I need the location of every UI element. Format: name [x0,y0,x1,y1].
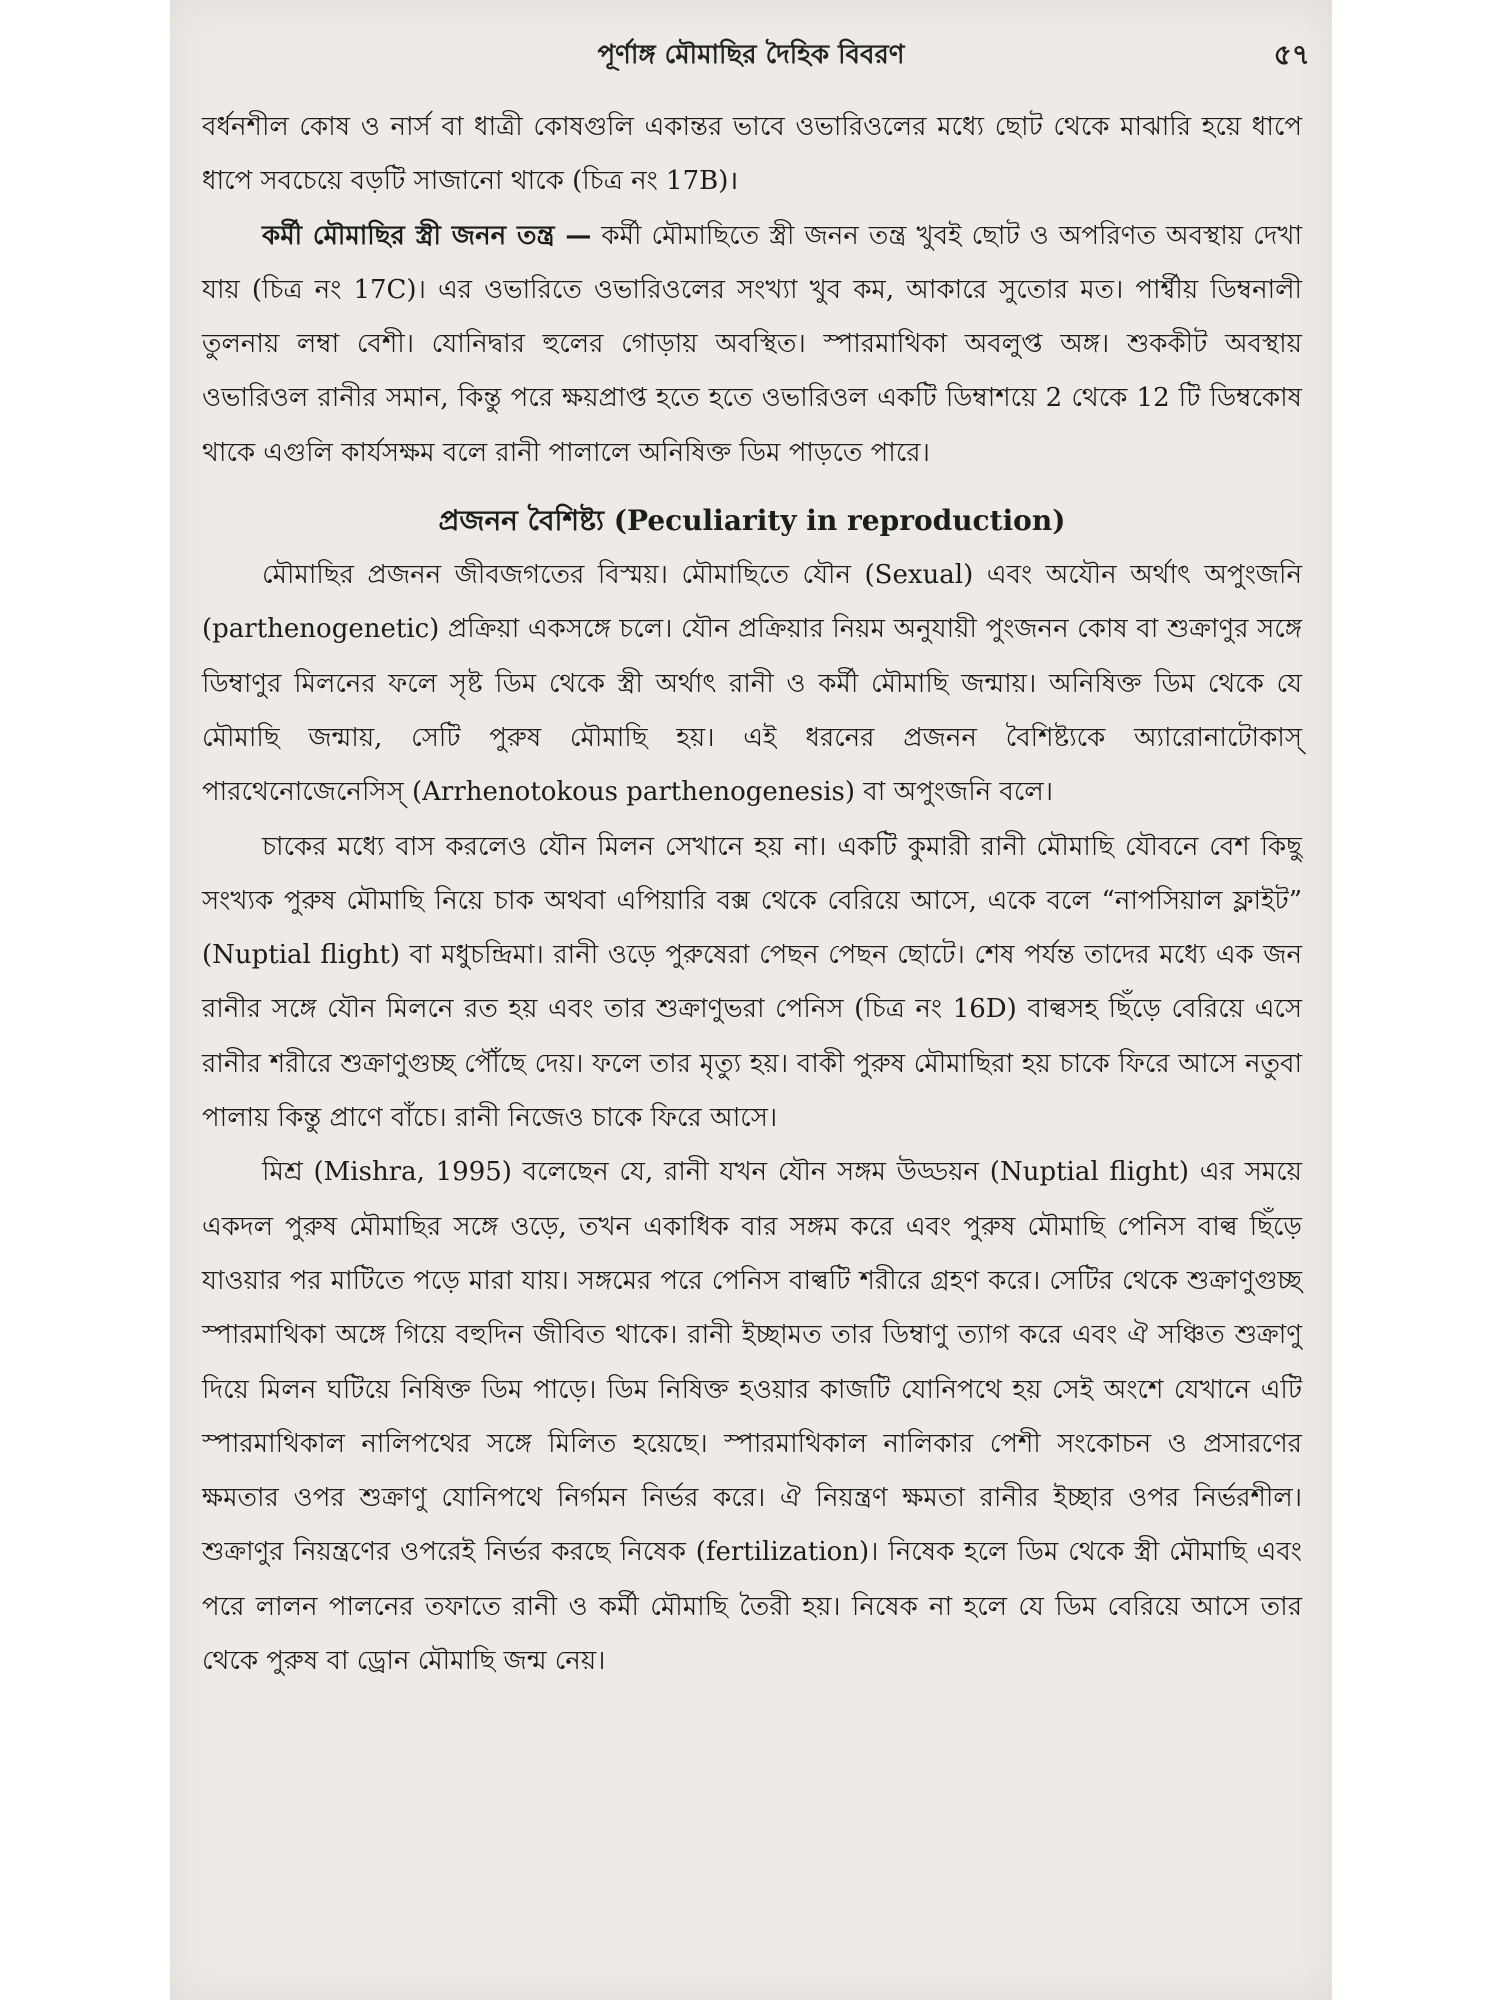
page-number: ৫৭ [1273,38,1310,71]
paragraph-text: কর্মী মৌমাছিতে স্ত্রী জনন তন্ত্র খুবই ছোট ও অপরিণত অবস্থায় দেখা যায় (চিত্র নং 17C)। এর ওভারিতে ওভারিওলের সংখ্যা খুব কম, আকারে সুতোর মত। পার্শ্বীয় ডিম্বনালী তুলনায় লম্বা বেশী। যোনিদ্বার হুলের গোড়ায় অবস্থিত। স্পারমাথিকা অবলুপ্ত অঙ্গ। শুককীট অবস্থায় ওভারিওল রানীর সমান, কিন্তু পরে ক্ষয়প্রাপ্ত হতে হতে ওভারিওল একটি ডিম্বাশয়ে 2 থেকে 12 টি ডিম্বকোষ থাকে এগুলি কার্যসক্ষম বলে রানী পালালে অনিষিক্ত ডিম পাড়তে পারে। [202,220,1302,468]
section-heading: প্রজনন বৈশিষ্ট্য (Peculiarity in reproduction) [438,504,1066,538]
paragraph-worker-reproductive-system [202,209,1302,480]
body-text [202,100,1302,1688]
paragraph-ovariole-arrangement: বর্ধনশীল কোষ ও নার্স বা ধাত্রী কোষগুলি একান্তর ভাবে ওভারিওলের মধ্যে ছোট থেকে মাঝারি হয়ে ধাপে ধাপে সবচেয়ে বড়টি সাজানো থাকে (চিত্র নং 17B)। [202,112,1302,197]
paragraph-nuptial-flight: চাকের মধ্যে বাস করলেও যৌন মিলন সেখানে হয় না। একটি কুমারী রানী মৌমাছি যৌবনে বেশ কিছু সংখ্যক পুরুষ মৌমাছি নিয়ে চাক অথবা এপিয়ারি বক্স থেকে বেরিয়ে আসে, একে বলে “নাপসিয়াল ফ্লাইট” (Nuptial flight) বা মধুচন্দ্রিমা। রানী ওড়ে পুরুষেরা পেছন পেছন ছোটে। শেষ পর্যন্ত তাদের মধ্যে এক জন রানীর সঙ্গে যৌন মিলনে রত হয় এবং তার শুক্রাণুভরা পেনিস (চিত্র নং 16D) বাল্বসহ ছিঁড়ে বেরিয়ে এসে রানীর শরীরে শুক্রাণুগুচ্ছ পৌঁছে দেয়। ফলে তার মৃত্যু হয়। বাকী পুরুষ মৌমাছিরা হয় চাকে ফিরে আসে নতুবা পালায় কিন্তু প্রাণে বাঁচে। রানী নিজেও চাকে ফিরে আসে। [202,831,1302,1134]
running-title: পূর্ণাঙ্গ মৌমাছির দৈহিক বিবরণ [597,40,905,70]
paragraph-mishra-fertilization: মিশ্র (Mishra, 1995) বলেছেন যে, রানী যখন যৌন সঙ্গম উড্ডয়ন (Nuptial flight) এর সময়ে একদল পুরুষ মৌমাছির সঙ্গে ওড়ে, তখন একাধিক বার সঙ্গম করে এবং পুরুষ মৌমাছি পেনিস বাল্ব ছিঁড়ে যাওয়ার পর মাটিতে পড়ে মারা যায়। সঙ্গমের পরে পেনিস বাল্বটি শরীরে গ্রহণ করে। সেটির থেকে শুক্রাণুগুচ্ছ স্পারমাথিকা অঙ্গে গিয়ে বহুদিন জীবিত থাকে। রানী ইচ্ছামত তার ডিম্বাণু ত্যাগ করে এবং ঐ সঞ্চিত শুক্রাণু দিয়ে মিলন ঘটিয়ে নিষিক্ত ডিম পাড়ে। ডিম নিষিক্ত হওয়ার কাজটি যোনিপথে হয় সেই অংশে যেখানে এটি স্পারমাথিকাল নালিপথের সঙ্গে মিলিত হয়েছে। স্পারমাথিকাল নালিকার পেশী সংকোচন ও প্রসারণের ক্ষমতার ওপর শুক্রাণু যোনিপথে নির্গমন নির্ভর করে। ঐ নিয়ন্ত্রণ ক্ষমতা রানীর ইচ্ছার ওপর নির্ভরশীল। শুক্রাণুর নিয়ন্ত্রণের ওপরেই নির্ভর করছে নিষেক (fertilization)। নিষেক হলে ডিম থেকে স্ত্রী মৌমাছি এবং পরে লালন পালনের তফাতে রানী ও কর্মী মৌমাছি তৈরী হয়। নিষেক না হলে যে ডিম বেরিয়ে আসে তার থেকে পুরুষ বা ড্রোন মৌমাছি জন্ম নেয়। [202,1157,1302,1677]
book-page [170,0,1332,2000]
paragraph-lead-heading: কর্মী মৌমাছির স্ত্রী জনন তন্ত্র — [262,220,592,251]
paragraph-reproduction-intro: মৌমাছির প্রজনন জীবজগতের বিস্ময়। মৌমাছিতে যৌন (Sexual) এবং অযৌন অর্থাৎ অপুংজনি (parthenogenetic) প্রক্রিয়া একসঙ্গে চলে। যৌন প্রক্রিয়ার নিয়ম অনুযায়ী পুংজনন কোষ বা শুক্রাণুর সঙ্গে ডিম্বাণুর মিলনের ফলে সৃষ্ট ডিম থেকে স্ত্রী অর্থাৎ রানী ও কর্মী মৌমাছি জন্মায়। অনিষিক্ত ডিম থেকে যে মৌমাছি জন্মায়, সেটি পুরুষ মৌমাছি হয়। এই ধরনের প্রজনন বৈশিষ্ট্যকে অ্যারোনাটোকাস্ পারথেনোজেনেসিস্ (Arrhenotokous parthenogenesis) বা অপুংজনি বলে। [202,560,1302,808]
running-head [170,30,1332,80]
